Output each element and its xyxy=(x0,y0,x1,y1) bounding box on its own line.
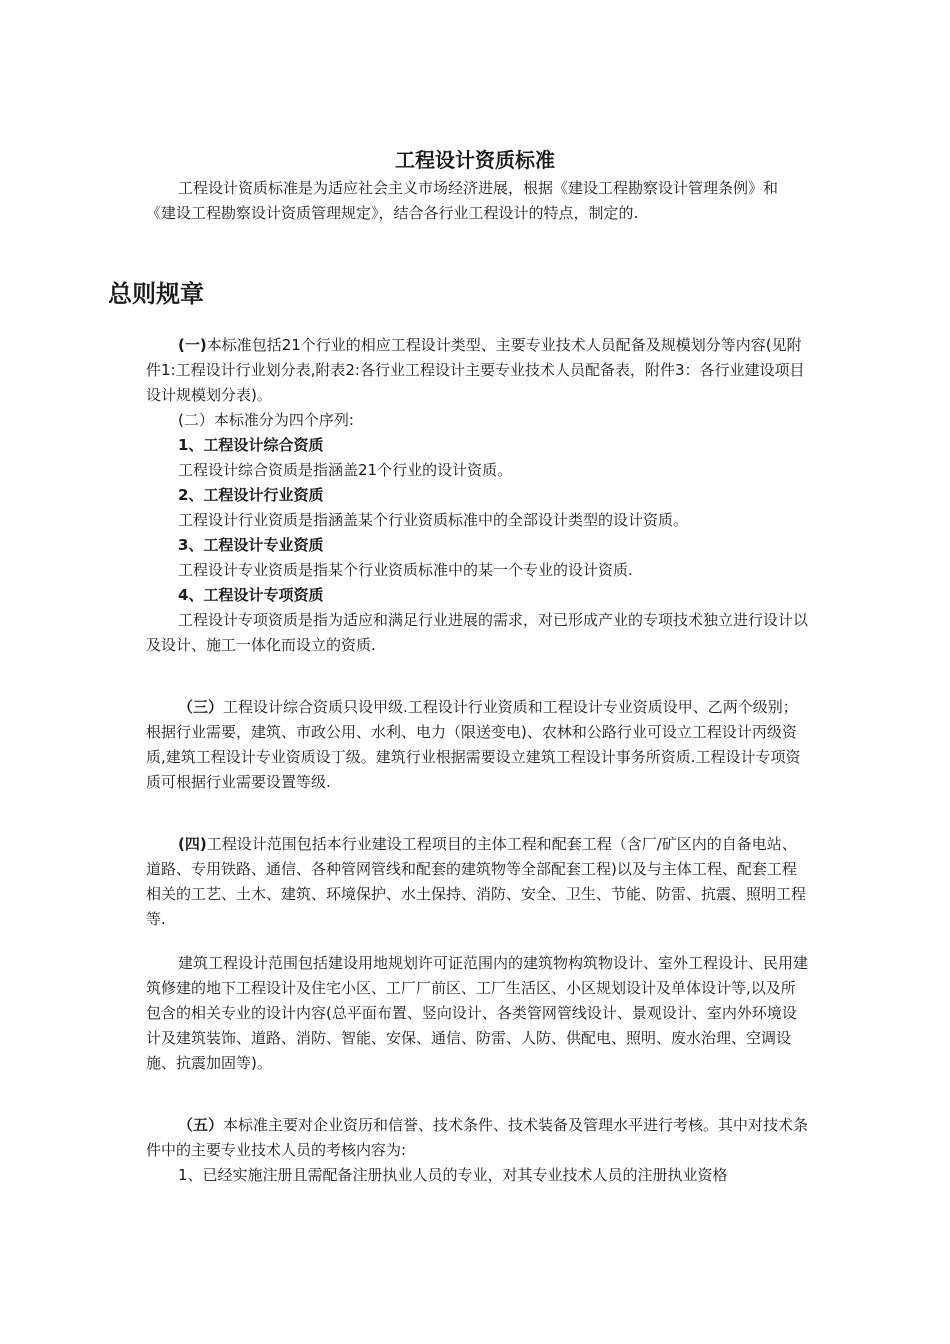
paragraph-6-text: 本标准主要对企业资历和信誉、技术条件、技术装备及管理水平进行考核。其中对技术条件中的主要专业技术人员的考核内容为: xyxy=(146,1116,809,1159)
paragraph-4-text: 工程设计范围包括本行业建设工程项目的主体工程和配套工程（含厂/矿区内的自备电站、道路、专用铁路、通信、各种管网管线和配套的建筑物等全部配套工程)以及与主体工程、配套工程相关的工艺、土木、建筑、环境保护、水土保持、消防、安全、卫生、节能、防雷、抗震、照明工程等. xyxy=(146,835,807,928)
spacer xyxy=(146,1076,810,1113)
paragraph-4 xyxy=(146,832,810,932)
subtext-3: 工程设计专业资质是指某个行业资质标准中的某一个专业的设计资质. xyxy=(178,561,633,579)
paragraph-1-marker: (一) xyxy=(178,336,207,354)
paragraph-1 xyxy=(146,333,810,408)
document-title: 工程设计资质标准 xyxy=(395,148,555,172)
subheading-1: 1、工程设计综合资质 xyxy=(178,436,324,454)
section-heading: 总则规章 xyxy=(108,280,204,308)
paragraph-6 xyxy=(146,1113,810,1163)
subtext-2: 工程设计行业资质是指涵盖某个行业资质标准中的全部设计类型的设计资质。 xyxy=(178,511,689,529)
paragraph-3 xyxy=(146,695,810,795)
paragraph-4-marker: (四) xyxy=(178,835,207,853)
subtext-4: 工程设计专项资质是指为适应和满足行业进展的需求，对已形成产业的专项技术独立进行设计以及设计、施工一体化而设立的资质. xyxy=(146,611,809,654)
paragraph-7: 1、已经实施注册且需配备注册执业人员的专业，对其专业技术人员的注册执业资格 xyxy=(178,1166,728,1184)
paragraph-5: 建筑工程设计范围包括建设用地规划许可证范围内的建筑物构筑物设计、室外工程设计、民用建筑修建的地下工程设计及住宅小区、工厂厂前区、工厂生活区、小区规划设计及单体设计等,以及所包含的相关专业的设计内容(总平面布置、竖向设计、各类管网管线设计、景观设计、室内外环境设计及建筑装饰、道路、消防、智能、安保、通信、防雷、人防、供配电、照明、废水治理、空调设施、抗震加固等)。 xyxy=(146,954,809,1072)
subheading-4: 4、工程设计专项资质 xyxy=(178,586,324,604)
spacer xyxy=(146,658,810,695)
subheading-2: 2、工程设计行业资质 xyxy=(178,486,324,504)
paragraph-3-text: 工程设计综合资质只设甲级.工程设计行业资质和工程设计专业资质设甲、乙两个级别；根据行业需要，建筑、市政公用、水利、电力（限送变电)、农林和公路行业可设立工程设计丙级资质,建筑工程设计专业资质设丁级。建筑行业根据需要设立建筑工程设计事务所资质.工程设计专项资质可根据行业需要设置等级. xyxy=(146,698,801,791)
document-body xyxy=(146,333,810,1188)
subtext-1: 工程设计综合资质是指涵盖21个行业的设计资质。 xyxy=(178,461,513,479)
paragraph-1-text: 本标准包括21个行业的相应工程设计类型、主要专业技术人员配备及规模划分等内容(见附件1:工程设计行业划分表,附表2:各行业工程设计主要专业技术人员配备表，附件3：各行业建设项目设计规模划分表)。 xyxy=(146,336,805,404)
intro-paragraph: 工程设计资质标准是为适应社会主义市场经济进展，根据《建设工程勘察设计管理条例》和《建设工程勘察设计资质管理规定》，结合各行业工程设计的特点，制定的. xyxy=(146,179,779,222)
paragraph-3-marker: （三） xyxy=(178,698,224,716)
intro-block xyxy=(146,176,806,226)
spacer xyxy=(146,932,810,951)
spacer xyxy=(146,795,810,832)
paragraph-6-marker: （五） xyxy=(178,1116,224,1134)
subheading-3: 3、工程设计专业资质 xyxy=(178,536,324,554)
paragraph-2: (二）本标准分为四个序列: xyxy=(178,411,354,429)
